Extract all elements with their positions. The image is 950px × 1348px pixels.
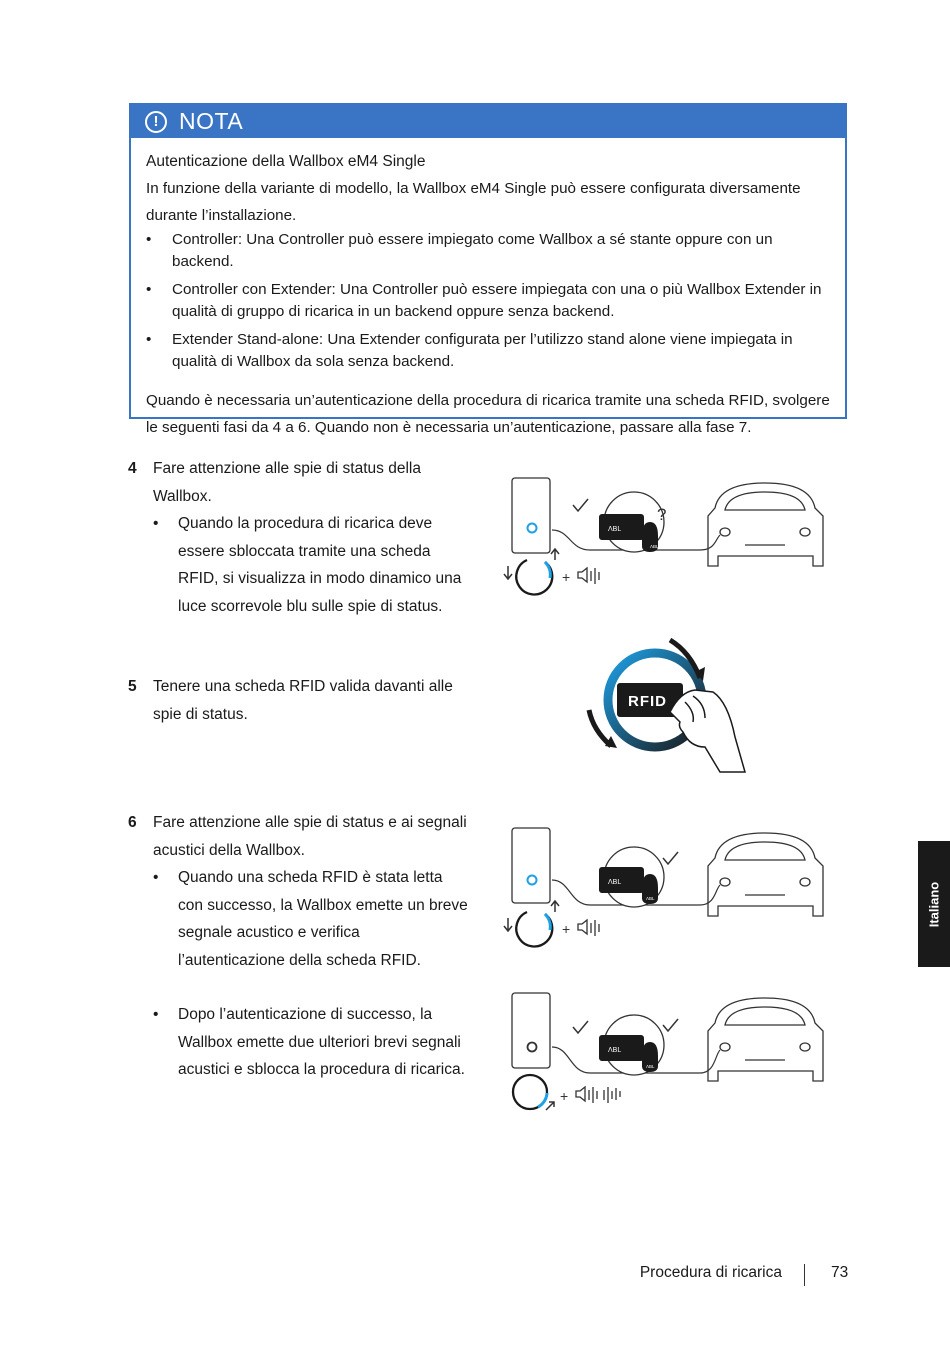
step-text: Fare attenzione alle spie di status e ai segnali acustici della Wallbox. [153,814,467,859]
step-ref: 4 [272,419,282,436]
plus-sign: + [560,1088,569,1104]
step-text: Fare attenzione alle spie di status della Wallbox. [153,460,421,505]
nota-box [129,103,847,436]
item-term: Controller: [172,231,243,248]
nota-outro [146,387,831,441]
step-number: 5 [128,678,137,695]
nota-list [146,229,831,373]
item-term: Extender Stand-alone: [172,331,324,348]
rfid-label: RFID [628,693,667,710]
list-item [146,329,831,373]
check-icon [663,1019,678,1031]
step-5 [128,673,458,728]
nota-intro: In funzione della variante di modello, la Wallbox eM4 Single può essere configurata diversamente durante l’installazione. [146,180,801,224]
check-icon [573,1021,588,1033]
list-item [146,279,831,323]
sound-icon [576,1087,620,1103]
step-6 [128,809,468,1084]
page-number: 73 [831,1264,849,1281]
car-icon [708,833,823,916]
wallbox-rfid-read-illustration [500,820,835,950]
step-bullet: • Dopo l’autenticazione di successo, la Wallbox emette due ulteriori brevi segnali acustici e sblocca la procedura di ricarica. [153,1001,468,1084]
item-text: Una Controller può essere impiegata con una o più Wallbox Extender in qualità di gruppo di ricarica in un backend oppure senza backend. [172,281,822,320]
wallbox-rfid-request-illustration [500,470,835,600]
nota-body [131,138,845,441]
rfid-card-hand-illustration [575,632,760,782]
item-term: Controller con Extender: [172,281,336,298]
outro-text: Quando è necessaria un’autenticazione della procedura di ricarica tramite una scheda RFID, svolgere le seguenti fasi da [146,392,830,436]
outro-text: a [281,419,298,436]
footer-section: Procedura di ricarica [639,1264,782,1281]
language-side-tab [918,841,950,967]
step-number: 4 [128,460,137,477]
list-item [146,229,831,273]
nota-header [131,105,845,138]
exclamation-icon: ! [145,111,167,133]
tag-brand: ΛBL [650,544,659,549]
nota-subtitle: Autenticazione della Wallbox eM4 Single [146,153,426,170]
nota-title: NOTA [179,108,244,134]
step-text: Tenere una scheda RFID valida davanti alle spie di status. [153,678,453,723]
plus-sign: + [562,921,571,937]
car-icon [708,483,823,566]
question-mark: ? [657,505,667,524]
sound-icon [578,920,599,936]
card-brand: ΛBL [608,1047,622,1054]
item-text: Una Extender configurata per l’utilizzo stand alone viene impiegata in qualità di Wallbox da sola senza backend. [172,331,793,370]
item-text: Una Controller può essere impiegato come Wallbox a sé stante oppure con un backend. [172,231,773,270]
card-brand: ΛBL [608,526,622,533]
card-brand: ΛBL [608,879,622,886]
footer-divider [804,1264,805,1286]
step-number: 6 [128,814,137,831]
car-icon [708,998,823,1081]
wallbox-charging-unlocked-illustration [500,985,835,1115]
sound-icon [578,568,599,584]
check-icon [663,852,678,864]
step-bullet: • Quando la procedura di ricarica deve essere sbloccata tramite una scheda RFID, si visualizza in modo dinamico una luce scorrevole blu sulle spie di status. [153,510,468,620]
tag-brand: ΛBL [646,1064,655,1069]
hand-icon [670,690,745,772]
step-4 [128,455,468,620]
plus-sign: + [562,569,571,585]
step-ref: 7 [738,419,748,436]
side-tab-label: Italiano [926,881,942,927]
step-ref: 6 [298,419,307,436]
step-bullet: • Quando una scheda RFID è stata letta con successo, la Wallbox emette un breve segnale acustico e verifica l’autenticazione della scheda RFID. [153,864,468,974]
tag-brand: ΛBL [646,896,655,901]
outro-text: . Quando non è necessaria un’autenticazione, passare alla fase [306,419,739,436]
outro-text: . [747,419,752,436]
